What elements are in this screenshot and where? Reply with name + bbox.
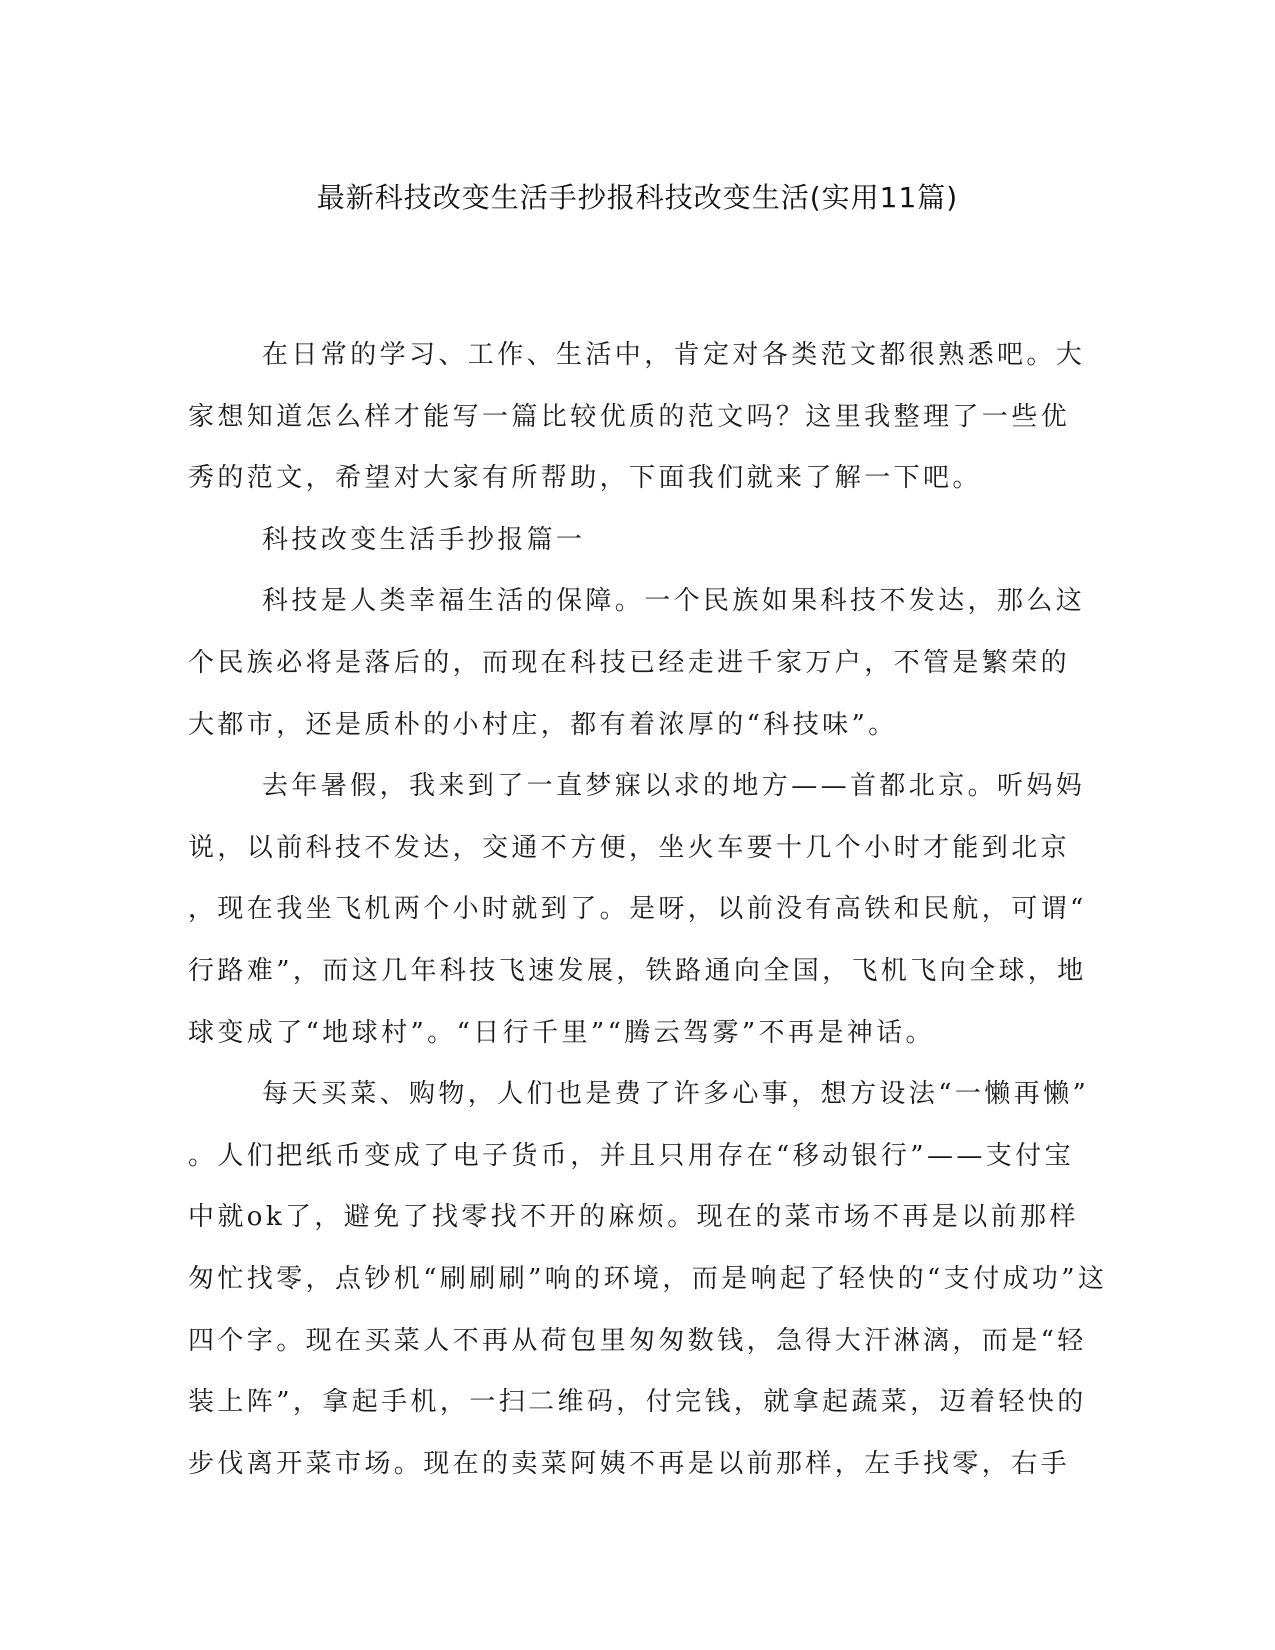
text-line: 家想知道怎么样才能写一篇比较优质的范文吗？这里我整理了一些优 [188, 401, 1071, 432]
text-line: 匆忙找零，点钞机“刷刷刷”响的环境，而是响起了轻快的“支付成功”这 [188, 1263, 1108, 1294]
text-line: 秀的范文，希望对大家有所帮助，下面我们就来了解一下吧。 [188, 463, 982, 494]
text-line: 在日常的学习、工作、生活中，肯定对各类范文都很熟悉吧。大 [262, 340, 1086, 370]
text-line: 装上阵”，拿起手机，一扫二维码，付完钱，就拿起蔬菜，迈着轻快的 [188, 1387, 1087, 1418]
text-line: 行路难”，而这几年科技飞速发展，铁路通向全国，飞机飞向全球，地 [188, 955, 1087, 986]
text-line: 每天买菜、购物，人们也是费了许多心事，想方设法“一懒再懒” [262, 1079, 1090, 1110]
text-line: 个民族必将是落后的，而现在科技已经走进千家万户，不管是繁荣的 [188, 647, 1071, 678]
text-line: 科技是人类幸福生活的保障。一个民族如果科技不发达，那么这 [262, 586, 1086, 617]
document-title: 最新科技改变生活手抄报科技改变生活(实用11篇) [316, 181, 959, 214]
text-line: ，现在我坐飞机两个小时就到了。是呀，以前没有高铁和民航，可谓“ [188, 894, 1087, 925]
text-line: 说，以前科技不发达，交通不方便，坐火车要十几个小时才能到北京 [188, 832, 1071, 863]
text-line: 去年暑假，我来到了一直梦寐以求的地方——首都北京。听妈妈 [262, 771, 1086, 802]
text-line: 中就ok了，避免了找零找不开的麻烦。现在的菜市场不再是以前那样 [188, 1202, 1079, 1233]
text-line: 步伐离开菜市场。现在的卖菜阿姨不再是以前那样，左手找零，右手 [188, 1448, 1071, 1479]
text-line: 科技改变生活手抄报篇一 [262, 524, 586, 555]
text-line: 大都市，还是质朴的小村庄，都有着浓厚的“科技味”。 [188, 709, 898, 740]
text-line: 。人们把纸币变成了电子货币，并且只用存在“移动银行”——支付宝 [188, 1140, 1074, 1171]
text-line: 四个字。现在买菜人不再从荷包里匆匆数钱，急得大汗淋漓，而是“轻 [188, 1325, 1087, 1356]
document-body [188, 325, 1108, 1495]
text-line: 球变成了“地球村”。“日行千里”“腾云驾雾”不再是神话。 [188, 1017, 935, 1048]
